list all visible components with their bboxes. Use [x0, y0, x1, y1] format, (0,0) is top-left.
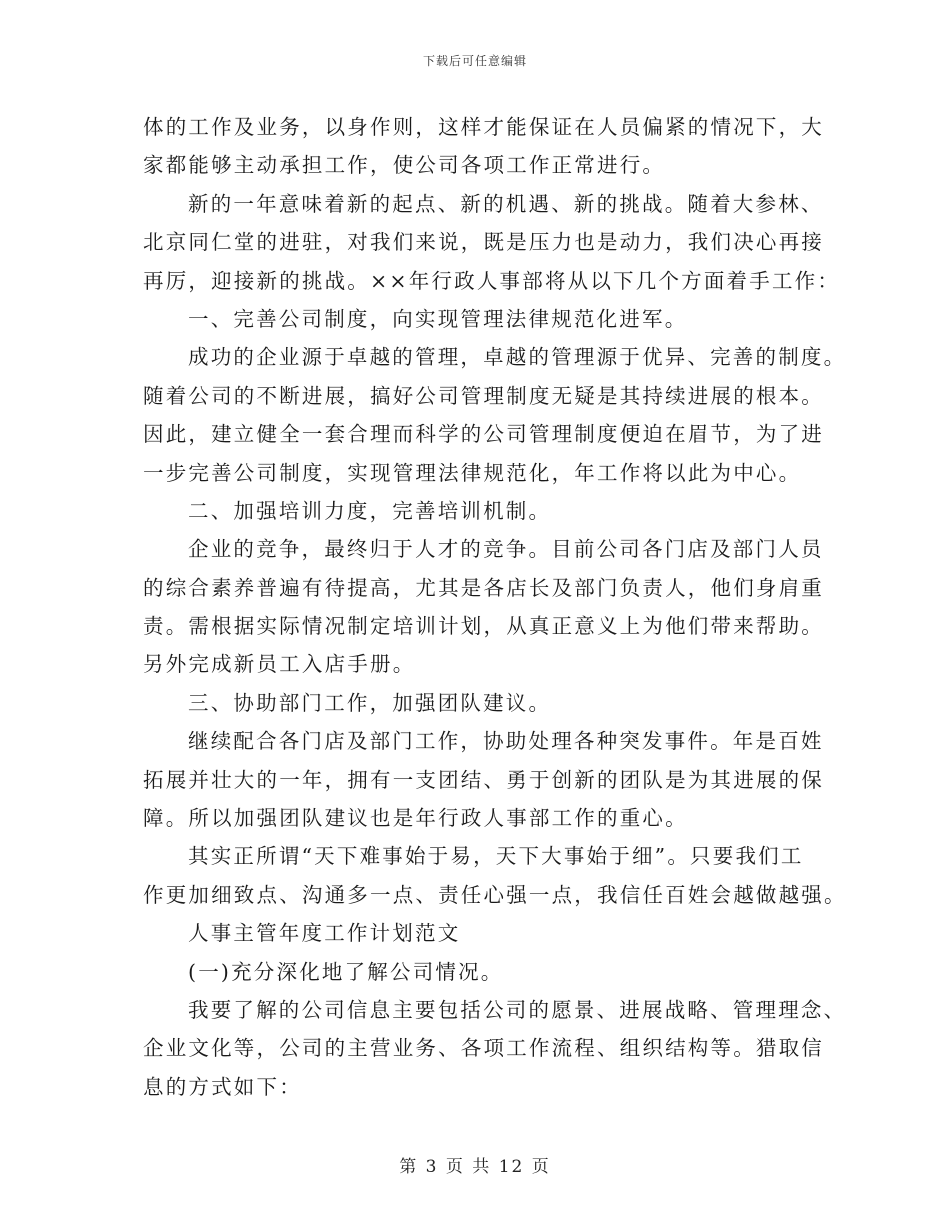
page-header: 下载后可任意编辑: [422, 54, 527, 68]
text-line: 体的工作及业务，以身作则，这样才能保证在人员偏紧的情况下，大: [143, 115, 824, 139]
text-line: 责。需根据实际情况制定培训计划，从真正意义上为他们带来帮助。: [143, 614, 824, 639]
text-line: 成功的企业源于卓越的管理，卓越的管理源于优异、完善的制度。: [188, 345, 847, 370]
text-line: 家都能够主动承担工作，使公司各项工作正常进行。: [143, 153, 666, 178]
text-line: 障。所以加强团队建议也是年行政人事部工作的重心。: [143, 806, 688, 831]
text-line: 息的方式如下：: [143, 1074, 302, 1099]
text-line: 一步完善公司制度，实现管理法律规范化，年工作将以此为中心。: [143, 460, 802, 485]
text-line: 我要了解的公司信息主要包括公司的愿景、进展战略、管理理念、: [188, 997, 847, 1022]
text-line: 继续配合各门店及部门工作，协助处理各种突发事件。年是百姓: [188, 729, 824, 754]
text-line: 人事主管年度工作计划范文: [188, 921, 461, 946]
text-line: 的综合素养普遍有待提高，尤其是各店长及部门负责人，他们身肩重: [143, 575, 824, 600]
text-line: 拓展并壮大的一年，拥有一支团结、勇于创新的团队是为其进展的保: [143, 767, 824, 792]
text-line: 企业文化等，公司的主营业务、各项工作流程、组织结构等。猎取信: [143, 1036, 824, 1061]
text-line: (一)充分深化地了解公司情况。: [188, 959, 504, 984]
text-line: 作更加细致点、沟通多一点、责任心强一点，我信任百姓会越做越强。: [143, 882, 847, 907]
text-line: 随着公司的不断进展，搞好公司管理制度无疑是其持续进展的根本。: [143, 383, 824, 408]
document-body: [143, 108, 847, 1106]
text-line: 再厉，迎接新的挑战。××年行政人事部将从以下几个方面着手工作：: [143, 268, 841, 293]
text-line: 企业的竞争，最终归于人才的竞争。目前公司各门店及部门人员: [188, 537, 824, 562]
text-line: 北京同仁堂的进驻，对我们来说，既是压力也是动力，我们决心再接: [143, 230, 824, 255]
page-footer: 第 3 页 共 12 页: [399, 1157, 551, 1177]
text-line: 其实正所谓“天下难事始于易，天下大事始于细”。只要我们工: [188, 844, 804, 869]
text-line: 因此，建立健全一套合理而科学的公司管理制度便迫在眉节，为了进: [143, 422, 824, 447]
text-line: 三、协助部门工作，加强团队建议。: [188, 690, 552, 715]
text-line: 另外完成新员工入店手册。: [143, 652, 416, 677]
text-line: 二、加强培训力度，完善培训机制。: [188, 498, 552, 523]
text-line: 新的一年意味着新的起点、新的机遇、新的挑战。随着大参林、: [188, 191, 824, 216]
text-line: 一、完善公司制度，向实现管理法律规范化进军。: [188, 306, 688, 331]
